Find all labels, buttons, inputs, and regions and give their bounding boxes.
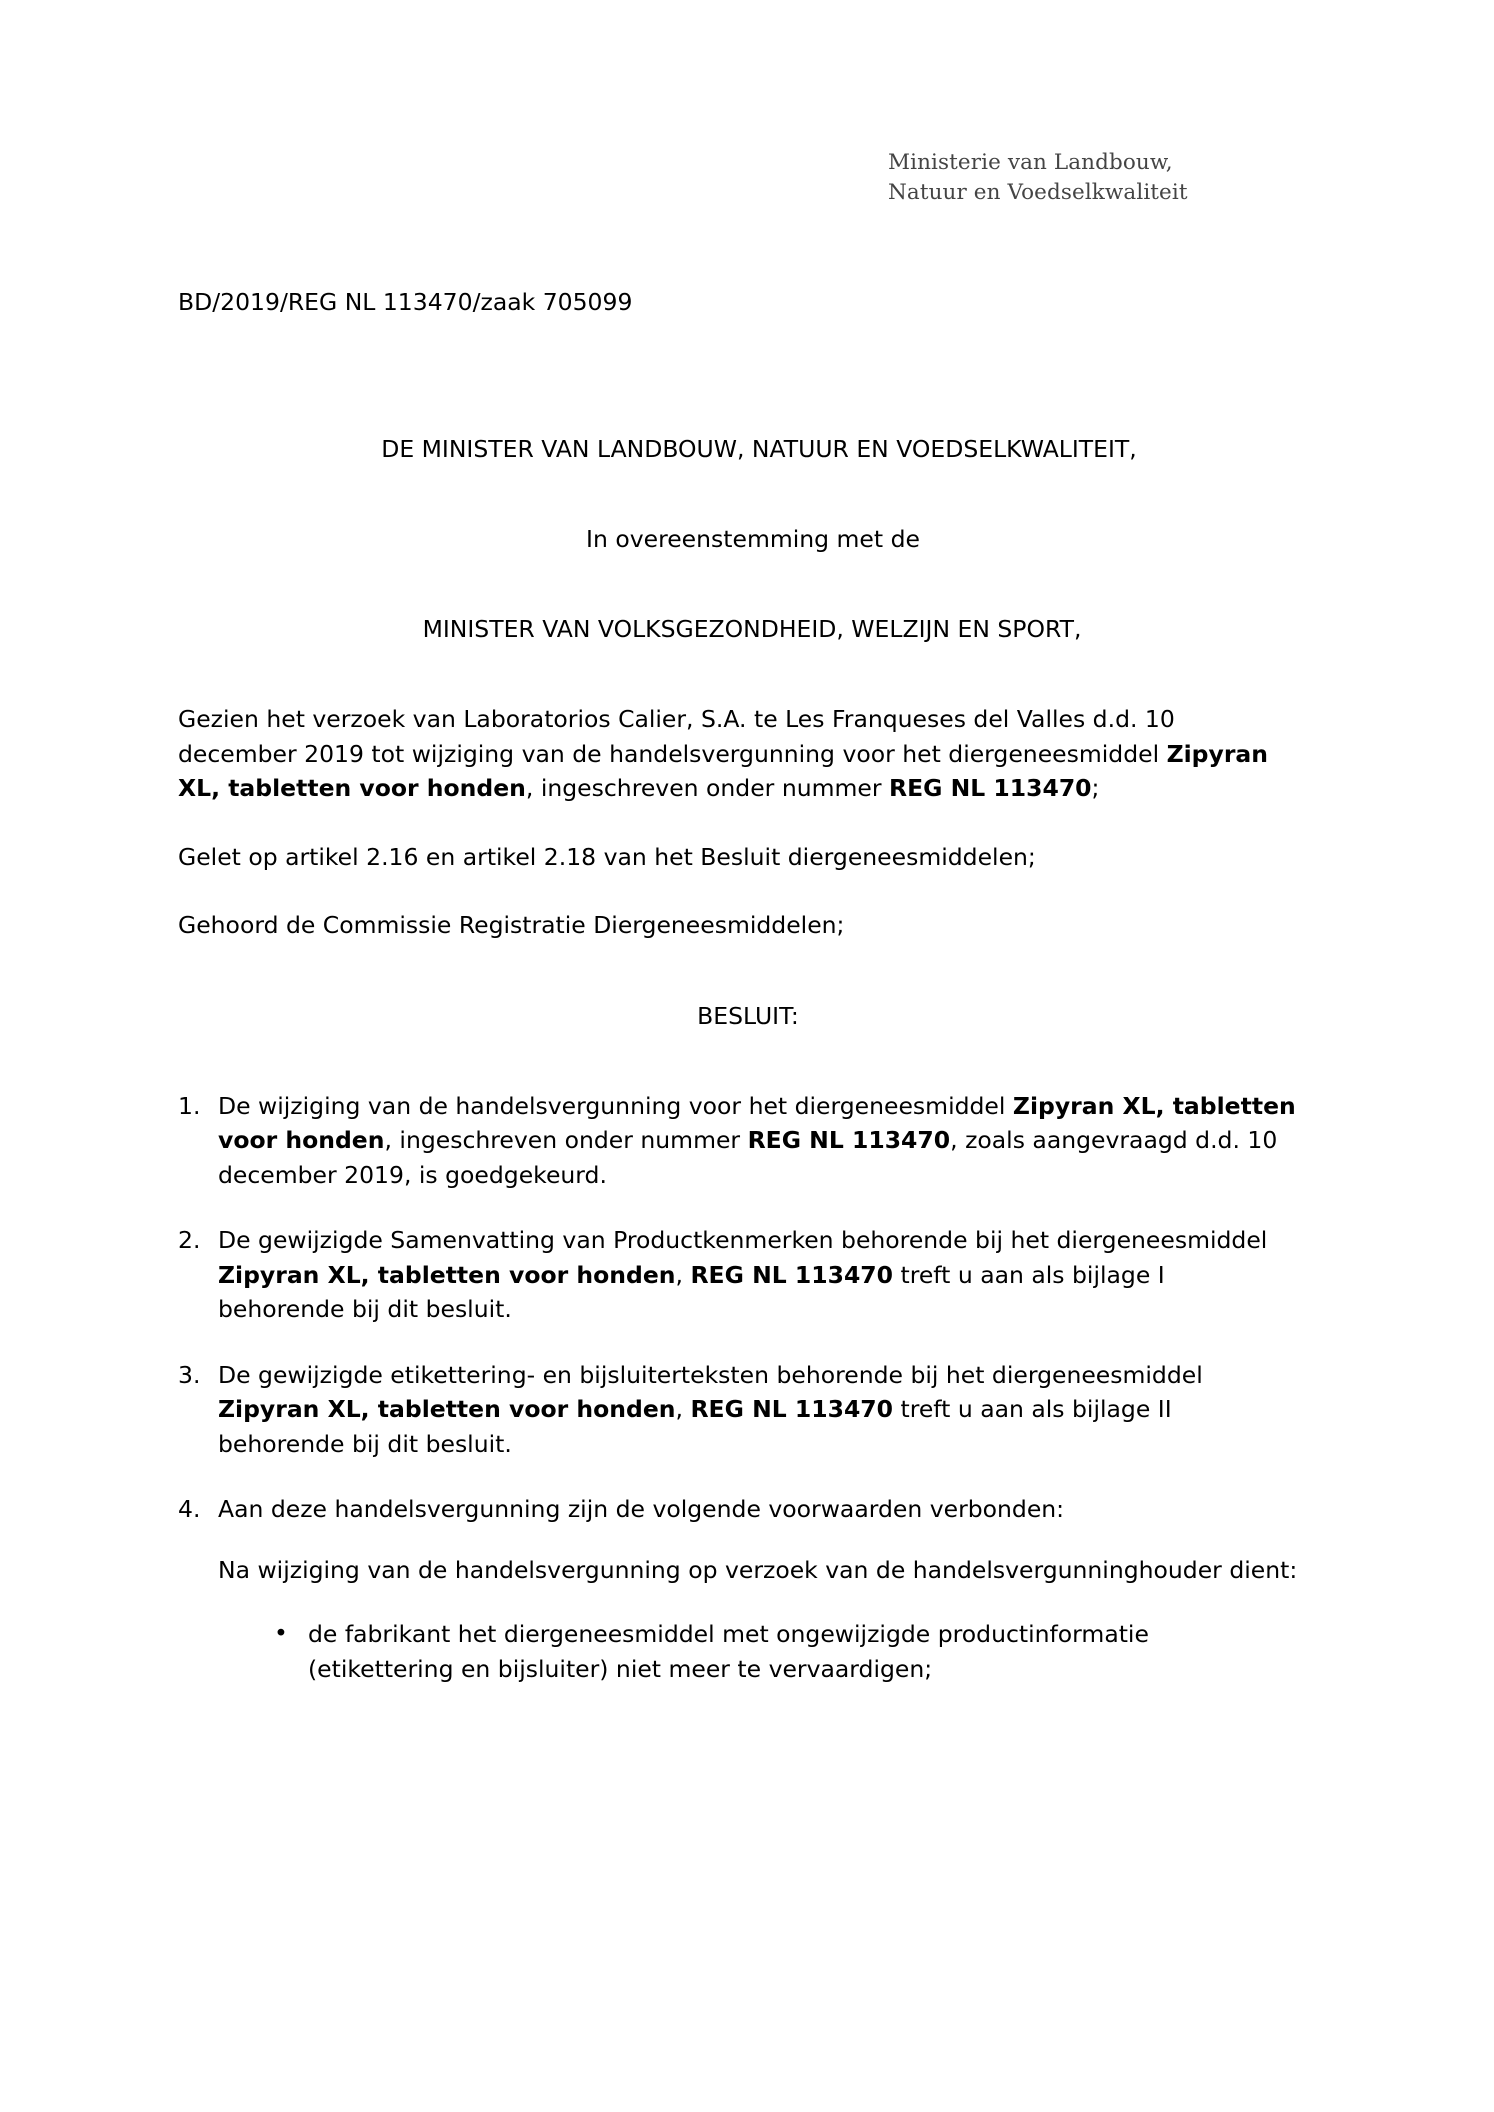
- item1-product-name: Zipyran XL, tabletten voor honden: [218, 1091, 1296, 1154]
- decision-items-list: [178, 1089, 1298, 1687]
- condition-intro-paragraph: Na wijziging van de handelsvergunning op verzoek van de handelsvergunninghouder dient:: [218, 1555, 1298, 1584]
- decision-item-2: [178, 1223, 1298, 1327]
- condition-bullet-list: [218, 1617, 1298, 1686]
- considering-product-name: Zipyran XL, tabletten voor honden: [178, 739, 1268, 802]
- item3-registration-number: REG NL 113470: [690, 1395, 894, 1423]
- decision-item-3: [178, 1358, 1298, 1462]
- in-agreement-line: In overeenstemming met de: [586, 525, 920, 553]
- item1-text-part1: De wijziging van de handelsvergunning voor het diergeneesmiddel: [218, 1091, 1013, 1120]
- item3-text-part2: ,: [675, 1395, 691, 1423]
- item3-product-name: Zipyran XL, tabletten voor honden: [218, 1395, 676, 1423]
- co-minister-title: MINISTER VAN VOLKSGEZONDHEID, WELZIJN EN SPORT,: [422, 615, 1082, 643]
- ministry-logo-line-1: Ministerie van Landbouw,: [888, 150, 1173, 175]
- item3-text-part1: De gewijzigde etikettering- en bijsluiterteksten behorende bij het diergeneesmiddel: [218, 1360, 1203, 1389]
- list-marker: 1.: [178, 1091, 201, 1120]
- condition-bullet-item: [264, 1617, 1298, 1686]
- considering-text-part2: , ingeschreven onder nummer: [525, 774, 889, 802]
- list-marker: 3.: [178, 1360, 201, 1389]
- legal-basis-paragraph: Gelet op artikel 2.16 en artikel 2.18 van het Besluit diergeneesmiddelen;: [178, 842, 1036, 871]
- considering-text-part3: ;: [1091, 774, 1100, 802]
- minister-title: DE MINISTER VAN LANDBOUW, NATUUR EN VOEDSELKWALITEIT,: [381, 435, 1137, 463]
- considering-registration-number: REG NL 113470: [888, 774, 1092, 802]
- document-body: [178, 286, 1298, 1686]
- item4-text-part1: Aan deze handelsvergunning zijn de volgende voorwaarden verbonden:: [218, 1495, 1065, 1523]
- item2-text-part1: De gewijzigde Samenvatting van Productkenmerken behorende bij het diergeneesmiddel: [218, 1226, 1268, 1254]
- condition-bullet-text: de fabrikant het diergeneesmiddel met ongewijzigde productinformatie (etikettering en bijsluiter) niet meer te vervaardigen;: [308, 1620, 1149, 1683]
- item2-product-name: Zipyran XL, tabletten voor honden: [218, 1260, 676, 1289]
- item1-text-part2: , ingeschreven onder nummer: [384, 1126, 748, 1154]
- item1-registration-number: REG NL 113470: [747, 1126, 951, 1154]
- item2-text-part3: treft u aan als bijlage I behorende bij dit besluit.: [218, 1260, 1165, 1323]
- considering-paragraph: [178, 702, 1298, 806]
- item2-text-part2: ,: [675, 1260, 691, 1289]
- ministry-letterhead: [888, 148, 1308, 208]
- reference-number: BD/2019/REG NL 113470/zaak 705099: [178, 288, 633, 316]
- item3-text-part3: treft u aan als bijlage II behorende bij dit besluit.: [218, 1395, 1172, 1458]
- list-marker: 4.: [178, 1495, 201, 1523]
- decision-item-1: [178, 1089, 1298, 1193]
- considering-text-part1: Gezien het verzoek van Laboratorios Calier, S.A. te Les Franqueses del Valles d.d. 10 december 2019 tot wijziging van de handelsvergunning voor het diergeneesmiddel: [178, 705, 1175, 768]
- decision-item-4: [178, 1492, 1298, 1686]
- item2-registration-number: REG NL 113470: [690, 1260, 894, 1289]
- bullet-point-icon: •: [274, 1619, 288, 1647]
- decision-heading: BESLUIT:: [697, 1001, 799, 1030]
- list-marker: 2.: [178, 1226, 201, 1254]
- ministry-logo-line-2: Natuur en Voedselkwaliteit: [888, 180, 1188, 205]
- commission-paragraph: Gehoord de Commissie Registratie Diergeneesmiddelen;: [178, 911, 845, 939]
- item1-text-part3: , zoals aangevraagd d.d. 10 december 2019, is goedgekeurd.: [218, 1126, 1278, 1189]
